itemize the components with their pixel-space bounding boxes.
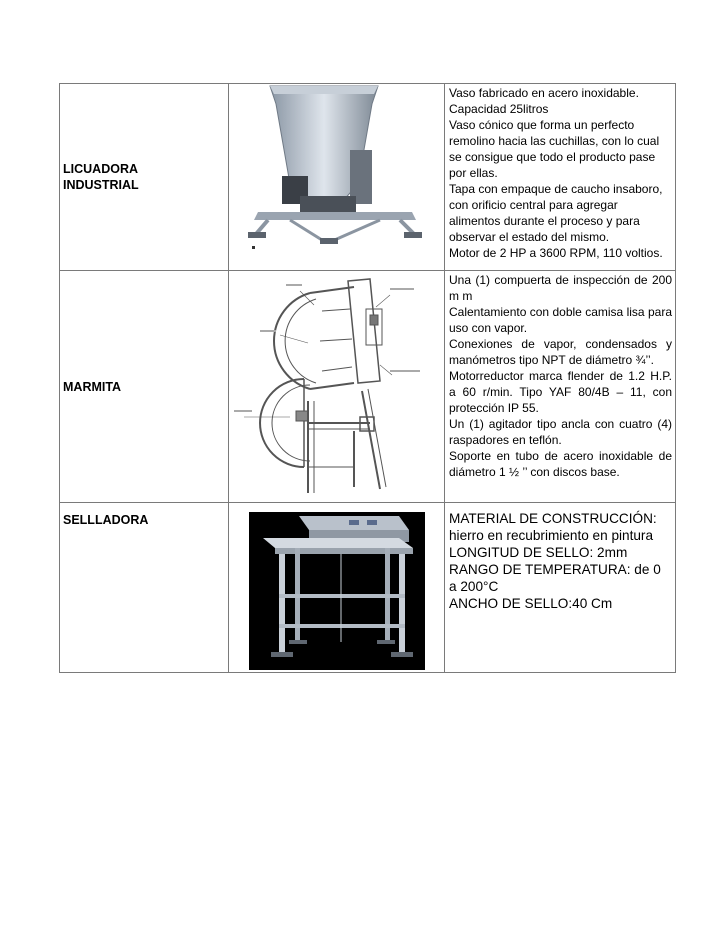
description-line: RANGO DE TEMPERATURA: de 0 a 200°C	[449, 562, 661, 594]
description-line: Motor de 2 HP a 3600 RPM, 110 voltios.	[449, 246, 663, 260]
equipment-description-cell	[445, 84, 676, 271]
table-row	[60, 271, 676, 503]
description-line: Vaso fabricado en acero inoxidable.	[449, 86, 639, 100]
equipment-description-cell	[445, 271, 676, 503]
description-line: Motorreductor marca flender de 1.2 H.P. a 60 r/min. Tipo YAF 80/4B – 11, con protección IP 55.	[449, 369, 672, 415]
description-line: ANCHO DE SELLO:40 Cm	[449, 596, 613, 611]
sealing-machine-image	[249, 512, 425, 670]
equipment-image-cell	[229, 84, 445, 271]
equipment-name: MARMITA	[63, 379, 122, 394]
description-line: MATERIAL DE CONSTRUCCIÓN: hierro en recubrimiento en pintura	[449, 511, 657, 543]
description-line: Tapa con empaque de caucho insaboro, con orificio central para agregar alimentos durante el proceso y para observar el estado del mismo.	[449, 182, 663, 244]
description-line: Capacidad 25litros	[449, 102, 549, 116]
description-line: Conexiones de vapor, condensados y manómetros tipo NPT de diámetro ¾’’.	[449, 337, 672, 367]
table-row	[60, 503, 676, 673]
industrial-blender-image	[230, 84, 444, 269]
equipment-table	[59, 83, 676, 673]
description-line: Calentamiento con doble camisa lisa para uso con vapor.	[449, 305, 672, 335]
description-line: Soporte en tubo de acero inoxidable de diámetro 1 ½ ’’ con discos base.	[449, 449, 672, 479]
equipment-name-cell	[60, 271, 229, 503]
table-row	[60, 84, 676, 271]
equipment-name: LICUADORA	[63, 162, 138, 176]
description-line: Vaso cónico que forma un perfecto remolino hacia las cuchillas, con lo cual se consigue que todo el producto pase por ellas.	[449, 118, 660, 180]
equipment-description-cell	[445, 503, 676, 673]
equipment-image-cell	[229, 271, 445, 503]
equipment-name: INDUSTRIAL	[63, 178, 139, 192]
description-line: Un (1) agitador tipo ancla con cuatro (4) raspadores en teflón.	[449, 417, 672, 447]
equipment-name: SELLLADORA	[63, 513, 149, 527]
equipment-name-cell	[60, 84, 229, 271]
equipment-name-cell	[60, 503, 229, 673]
description-line: LONGITUD DE SELLO: 2mm	[449, 545, 628, 560]
equipment-image-cell	[229, 503, 445, 673]
marmita-technical-drawing	[230, 271, 444, 501]
description-line: Una (1) compuerta de inspección de 200 m m	[449, 273, 672, 303]
